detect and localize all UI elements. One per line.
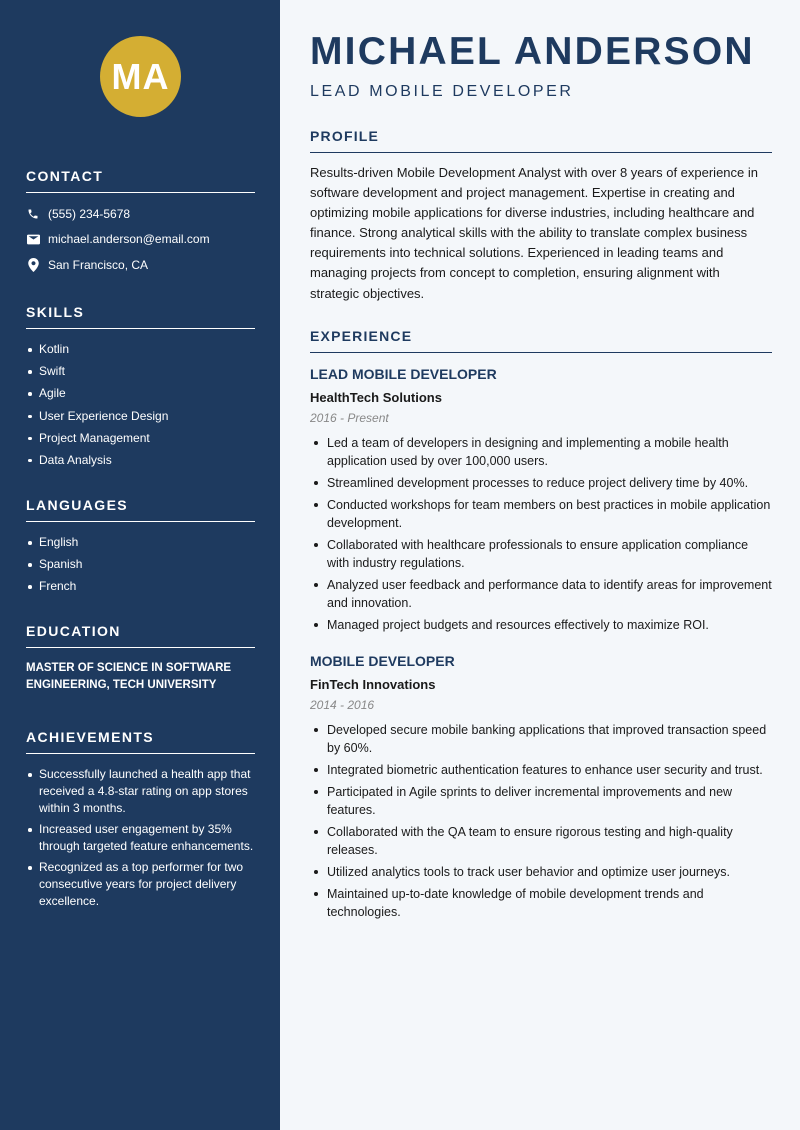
contact-email-text: michael.anderson@email.com [48, 232, 210, 247]
job-entry [310, 653, 772, 925]
contact-heading: CONTACT [26, 168, 255, 193]
education-heading: EDUCATION [26, 623, 255, 648]
sidebar [0, 0, 280, 1130]
contact-phone [26, 205, 255, 222]
skills-list [26, 341, 255, 469]
education-degree: MASTER OF SCIENCE IN SOFTWARE ENGINEERING, TECH UNIVERSITY [26, 662, 232, 691]
job-bullet: Led a team of developers in designing and implementing a mobile health application used by over 100,000 users. [310, 434, 772, 470]
job-bullet: Conducted workshops for team members on best practices in mobile application development. [310, 496, 772, 532]
skill-item: Agile [26, 385, 255, 402]
job-bullets [310, 721, 772, 921]
languages-heading: LANGUAGES [26, 497, 255, 522]
job-bullet: Maintained up-to-date knowledge of mobile development trends and technologies. [310, 885, 772, 921]
avatar: MA [100, 36, 181, 117]
phone-icon [26, 207, 40, 221]
achievements-section [26, 729, 255, 914]
job-company: FinTech Innovations [310, 677, 436, 692]
achievements-heading: ACHIEVEMENTS [26, 729, 255, 754]
job-dates: 2014 - 2016 [310, 698, 375, 712]
skills-heading: SKILLS [26, 304, 255, 329]
job-bullet: Utilized analytics tools to track user behavior and optimize user journeys. [310, 863, 772, 881]
contact-section [26, 168, 255, 282]
job-bullet: Streamlined development processes to reduce project delivery time by 40%. [310, 474, 772, 492]
skill-item: Swift [26, 363, 255, 380]
contact-location [26, 256, 255, 273]
location-pin-icon [26, 258, 40, 272]
job-dates: 2016 - Present [310, 411, 389, 425]
job-bullet: Developed secure mobile banking applications that improved transaction speed by 60%. [310, 721, 772, 757]
language-item: French [26, 578, 255, 595]
job-bullet: Collaborated with the QA team to ensure rigorous testing and high-quality releases. [310, 823, 772, 859]
achievement-item: Increased user engagement by 35% through targeted feature enhancements. [26, 821, 255, 855]
language-item: English [26, 534, 255, 551]
job-title: MOBILE DEVELOPER [310, 653, 455, 669]
skill-item: User Experience Design [26, 408, 255, 425]
profile-heading: PROFILE [310, 128, 772, 153]
candidate-title: LEAD MOBILE DEVELOPER [310, 83, 574, 100]
skill-item: Data Analysis [26, 452, 255, 469]
job-bullets [310, 434, 772, 634]
experience-heading: EXPERIENCE [310, 328, 772, 353]
job-bullet: Analyzed user feedback and performance data to identify areas for improvement and innovation. [310, 576, 772, 612]
contact-location-text: San Francisco, CA [48, 257, 149, 272]
job-bullet: Integrated biometric authentication features to enhance user security and trust. [310, 761, 772, 779]
job-entry [310, 366, 772, 638]
job-bullet: Managed project budgets and resources effectively to maximize ROI. [310, 616, 772, 634]
achievement-item: Recognized as a top performer for two consecutive years for project delivery excellence. [26, 859, 255, 910]
contact-email [26, 231, 255, 248]
education-section [26, 623, 255, 694]
achievement-item: Successfully launched a health app that received a 4.8-star rating on app stores within 3 months. [26, 766, 255, 817]
profile-text: Results-driven Mobile Development Analyst with over 8 years of experience in software development and project management. Expertise in creating and optimizing mobile applications for diverse industries, including healthcare and finance. Strong analytical skills with the ability to translate complex business requirements into technical solutions. Experienced in leading teams and managing projects from concept to completion, ensuring alignment with strategic objectives. [310, 165, 758, 301]
skill-item: Project Management [26, 430, 255, 447]
achievements-list [26, 766, 255, 910]
contact-phone-text: (555) 234-5678 [48, 206, 131, 221]
job-title: LEAD MOBILE DEVELOPER [310, 366, 497, 382]
job-bullet: Participated in Agile sprints to deliver incremental improvements and new features. [310, 783, 772, 819]
language-item: Spanish [26, 556, 255, 573]
languages-list [26, 534, 255, 595]
skills-section [26, 304, 255, 474]
languages-section [26, 497, 255, 601]
candidate-name: MICHAEL ANDERSON [310, 30, 755, 73]
skill-item: Kotlin [26, 341, 255, 358]
job-company: HealthTech Solutions [310, 390, 442, 405]
mail-icon [26, 232, 40, 246]
job-bullet: Collaborated with healthcare professionals to ensure application compliance with industry regulations. [310, 536, 772, 572]
